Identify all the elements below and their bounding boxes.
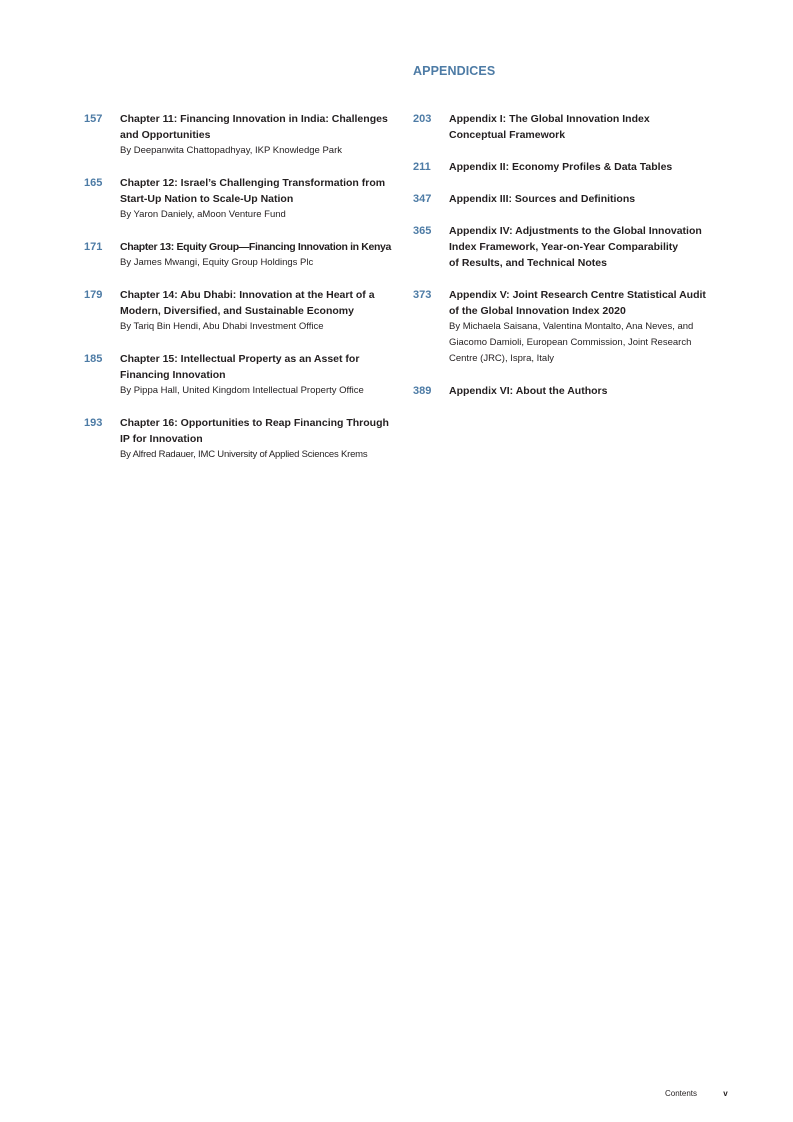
page-number: 373 bbox=[413, 289, 432, 301]
page-number: 389 bbox=[413, 385, 432, 397]
entry-body bbox=[120, 415, 404, 463]
entry-title-line: Modern, Diversified, and Sustainable Economy bbox=[120, 305, 354, 317]
entry-body bbox=[120, 175, 404, 223]
entry-body bbox=[449, 287, 733, 367]
entry-body bbox=[120, 287, 404, 335]
entry-byline-line: Giacomo Damioli, European Commission, Joint Research bbox=[449, 337, 692, 348]
entry-byline: By Tariq Bin Hendi, Abu Dhabi Investment Office bbox=[120, 321, 324, 332]
entry-body bbox=[120, 239, 404, 271]
page-number: 165 bbox=[84, 177, 103, 189]
entry-byline-line: Centre (JRC), Ispra, Italy bbox=[449, 353, 555, 364]
entry-body bbox=[120, 351, 404, 399]
entry-byline: By Deepanwita Chattopadhyay, IKP Knowledge Park bbox=[120, 145, 342, 156]
entry-title-line: Appendix VI: About the Authors bbox=[449, 385, 608, 397]
toc-entry-chapter-13[interactable] bbox=[84, 239, 404, 271]
entry-body bbox=[120, 111, 404, 159]
page-number: 211 bbox=[413, 161, 431, 173]
toc-entry-appendix-6[interactable] bbox=[413, 383, 733, 399]
toc-entry-chapter-11[interactable] bbox=[84, 111, 404, 159]
entry-body bbox=[449, 111, 733, 143]
entry-body bbox=[449, 383, 733, 399]
entry-title-line: Chapter 15: Intellectual Property as an Asset for bbox=[120, 353, 360, 365]
entry-title-line: Appendix IV: Adjustments to the Global Innovation bbox=[449, 225, 702, 237]
appendices-heading: APPENDICES bbox=[413, 64, 496, 78]
entry-title-line: Index Framework, Year-on-Year Comparability bbox=[449, 241, 679, 253]
entry-title-line: Financing Innovation bbox=[120, 369, 226, 381]
entry-title-line: Chapter 12: Israel’s Challenging Transformation from bbox=[120, 177, 386, 189]
page-number: 157 bbox=[84, 113, 103, 125]
toc-entry-appendix-4[interactable] bbox=[413, 223, 733, 271]
toc-entry-appendix-5[interactable] bbox=[413, 287, 733, 367]
toc-entry-appendix-1[interactable] bbox=[413, 111, 733, 143]
entry-title-line: Appendix III: Sources and Definitions bbox=[449, 193, 636, 205]
toc-entry-chapter-14[interactable] bbox=[84, 287, 404, 335]
appendices-column bbox=[413, 62, 733, 415]
footer-section-label: Contents bbox=[665, 1089, 698, 1098]
entry-title-line: and Opportunities bbox=[120, 129, 211, 141]
footer-page-number: v bbox=[723, 1089, 728, 1098]
toc-entry-chapter-15[interactable] bbox=[84, 351, 404, 399]
entry-title-line: Chapter 14: Abu Dhabi: Innovation at the Heart of a bbox=[120, 289, 375, 301]
toc-entry-chapter-12[interactable] bbox=[84, 175, 404, 223]
toc-entry-appendix-2[interactable] bbox=[413, 159, 733, 175]
entry-title-line: Appendix V: Joint Research Centre Statistical Audit bbox=[449, 289, 706, 301]
entry-title-line: Chapter 11: Financing Innovation in India: Challenges bbox=[120, 113, 388, 125]
page-number: 203 bbox=[413, 113, 432, 125]
toc-entry-chapter-16[interactable] bbox=[84, 415, 404, 463]
entry-title-line: Conceptual Framework bbox=[449, 129, 566, 141]
page-number: 171 bbox=[84, 241, 103, 253]
entry-title-line: Appendix II: Economy Profiles & Data Tables bbox=[449, 161, 673, 173]
entry-title-line: Start-Up Nation to Scale-Up Nation bbox=[120, 193, 294, 205]
entry-title-line: IP for Innovation bbox=[120, 433, 203, 445]
entry-title-line: Chapter 16: Opportunities to Reap Financing Through bbox=[120, 417, 389, 429]
entry-title-line: Appendix I: The Global Innovation Index bbox=[449, 113, 650, 125]
page-number: 179 bbox=[84, 289, 103, 301]
entry-body bbox=[449, 159, 733, 175]
page-number: 347 bbox=[413, 193, 432, 205]
entry-byline: By Yaron Daniely, aMoon Venture Fund bbox=[120, 209, 286, 220]
entry-byline: By Alfred Radauer, IMC University of Applied Sciences Krems bbox=[120, 449, 368, 460]
chapters-column bbox=[84, 111, 404, 479]
entry-byline: By James Mwangi, Equity Group Holdings Plc bbox=[120, 257, 314, 268]
toc-entry-appendix-3[interactable] bbox=[413, 191, 733, 207]
entry-body bbox=[449, 191, 733, 207]
page-number: 365 bbox=[413, 225, 432, 237]
page-number: 193 bbox=[84, 417, 103, 429]
page-number: 185 bbox=[84, 353, 103, 365]
entry-byline: By Pippa Hall, United Kingdom Intellectual Property Office bbox=[120, 385, 364, 396]
entry-title-line: of Results, and Technical Notes bbox=[449, 257, 607, 269]
page-footer bbox=[665, 1088, 728, 1100]
entry-title-line: Chapter 13: Equity Group—Financing Innovation in Kenya bbox=[120, 241, 392, 253]
entry-body bbox=[449, 223, 733, 271]
entry-title-line: of the Global Innovation Index 2020 bbox=[449, 305, 626, 317]
entry-byline-line: By Michaela Saisana, Valentina Montalto, Ana Neves, and bbox=[449, 321, 694, 332]
